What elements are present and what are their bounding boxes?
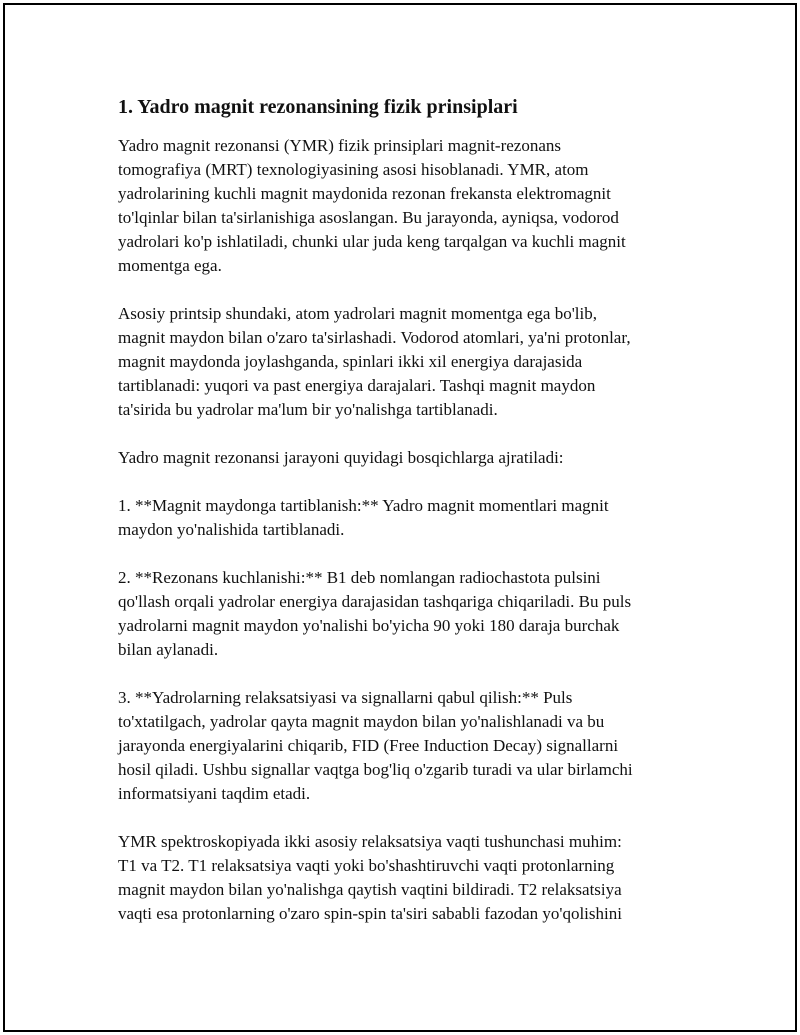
paragraph [118,446,718,470]
paragraph [118,494,718,542]
paragraph [118,302,718,422]
text-line: 3. **Yadrolarning relaksatsiyasi va signallarni qabul qilish:** Puls [118,688,573,707]
text-line: T1 va T2. T1 relaksatsiya vaqti yoki bo'shashtiruvchi vaqti protonlarning [118,856,615,875]
text-line: momentga ega. [118,256,222,275]
text-line: hosil qiladi. Ushbu signallar vaqtga bog'liq o'zgarib turadi va ular birlamchi [118,760,633,779]
text-line: informatsiyani taqdim etadi. [118,784,311,803]
text-line: qo'llash orqali yadrolar energiya darajasidan tashqariga chiqariladi. Bu puls [118,592,632,611]
document-body [118,94,718,950]
text-line: Yadro magnit rezonansi (YMR) fizik prinsiplari magnit-rezonans [118,136,562,155]
text-line: magnit maydon bilan yo'nalishga qaytish vaqtini bildiradi. T2 relaksatsiya [118,880,622,899]
text-line: to'lqinlar bilan ta'sirlanishiga asoslangan. Bu jarayonda, ayniqsa, vodorod [118,208,619,227]
paragraph [118,830,718,926]
text-line: 2. **Rezonans kuchlanishi:** B1 deb nomlangan radiochastota pulsini [118,568,601,587]
text-line: vaqti esa protonlarning o'zaro spin-spin ta'siri sababli fazodan yo'qolishini [118,904,622,923]
text-line: yadrolarining kuchli magnit maydonida rezonan frekansta elektromagnit [118,184,611,203]
text-line: to'xtatilgach, yadrolar qayta magnit maydon bilan yo'nalishlanadi va bu [118,712,605,731]
text-line: ta'sirida bu yadrolar ma'lum bir yo'nalishga tartiblanadi. [118,400,498,419]
text-line: 1. **Magnit maydonga tartiblanish:** Yadro magnit momentlari magnit [118,496,609,515]
paragraph-list [118,134,718,926]
text-line: YMR spektroskopiyada ikki asosiy relaksatsiya vaqti tushunchasi muhim: [118,832,622,851]
text-line: Yadro magnit rezonansi jarayoni quyidagi bosqichlarga ajratiladi: [118,448,564,467]
text-line: yadrolarni magnit maydon yo'nalishi bo'yicha 90 yoki 180 daraja burchak [118,616,620,635]
text-line: magnit maydonda joylashganda, spinlari ikki xil energiya darajasida [118,352,583,371]
text-line: magnit maydon bilan o'zaro ta'sirlashadi. Vodorod atomlari, ya'ni protonlar, [118,328,631,347]
section-title: 1. Yadro magnit rezonansining fizik prinsiplari [118,96,518,118]
paragraph [118,686,718,806]
text-line: Asosiy printsip shundaki, atom yadrolari magnit momentga ega bo'lib, [118,304,597,323]
text-line: tartiblanadi: yuqori va past energiya darajalari. Tashqi magnit maydon [118,376,596,395]
text-line: bilan aylanadi. [118,640,219,659]
text-line: tomografiya (MRT) texnologiyasining asosi hisoblanadi. YMR, atom [118,160,589,179]
paragraph [118,566,718,662]
paragraph [118,134,718,278]
text-line: jarayonda energiyalarini chiqarib, FID (Free Induction Decay) signallarni [118,736,619,755]
text-line: yadrolari ko'p ishlatiladi, chunki ular juda keng tarqalgan va kuchli magnit [118,232,626,251]
text-line: maydon yo'nalishida tartiblanadi. [118,520,345,539]
